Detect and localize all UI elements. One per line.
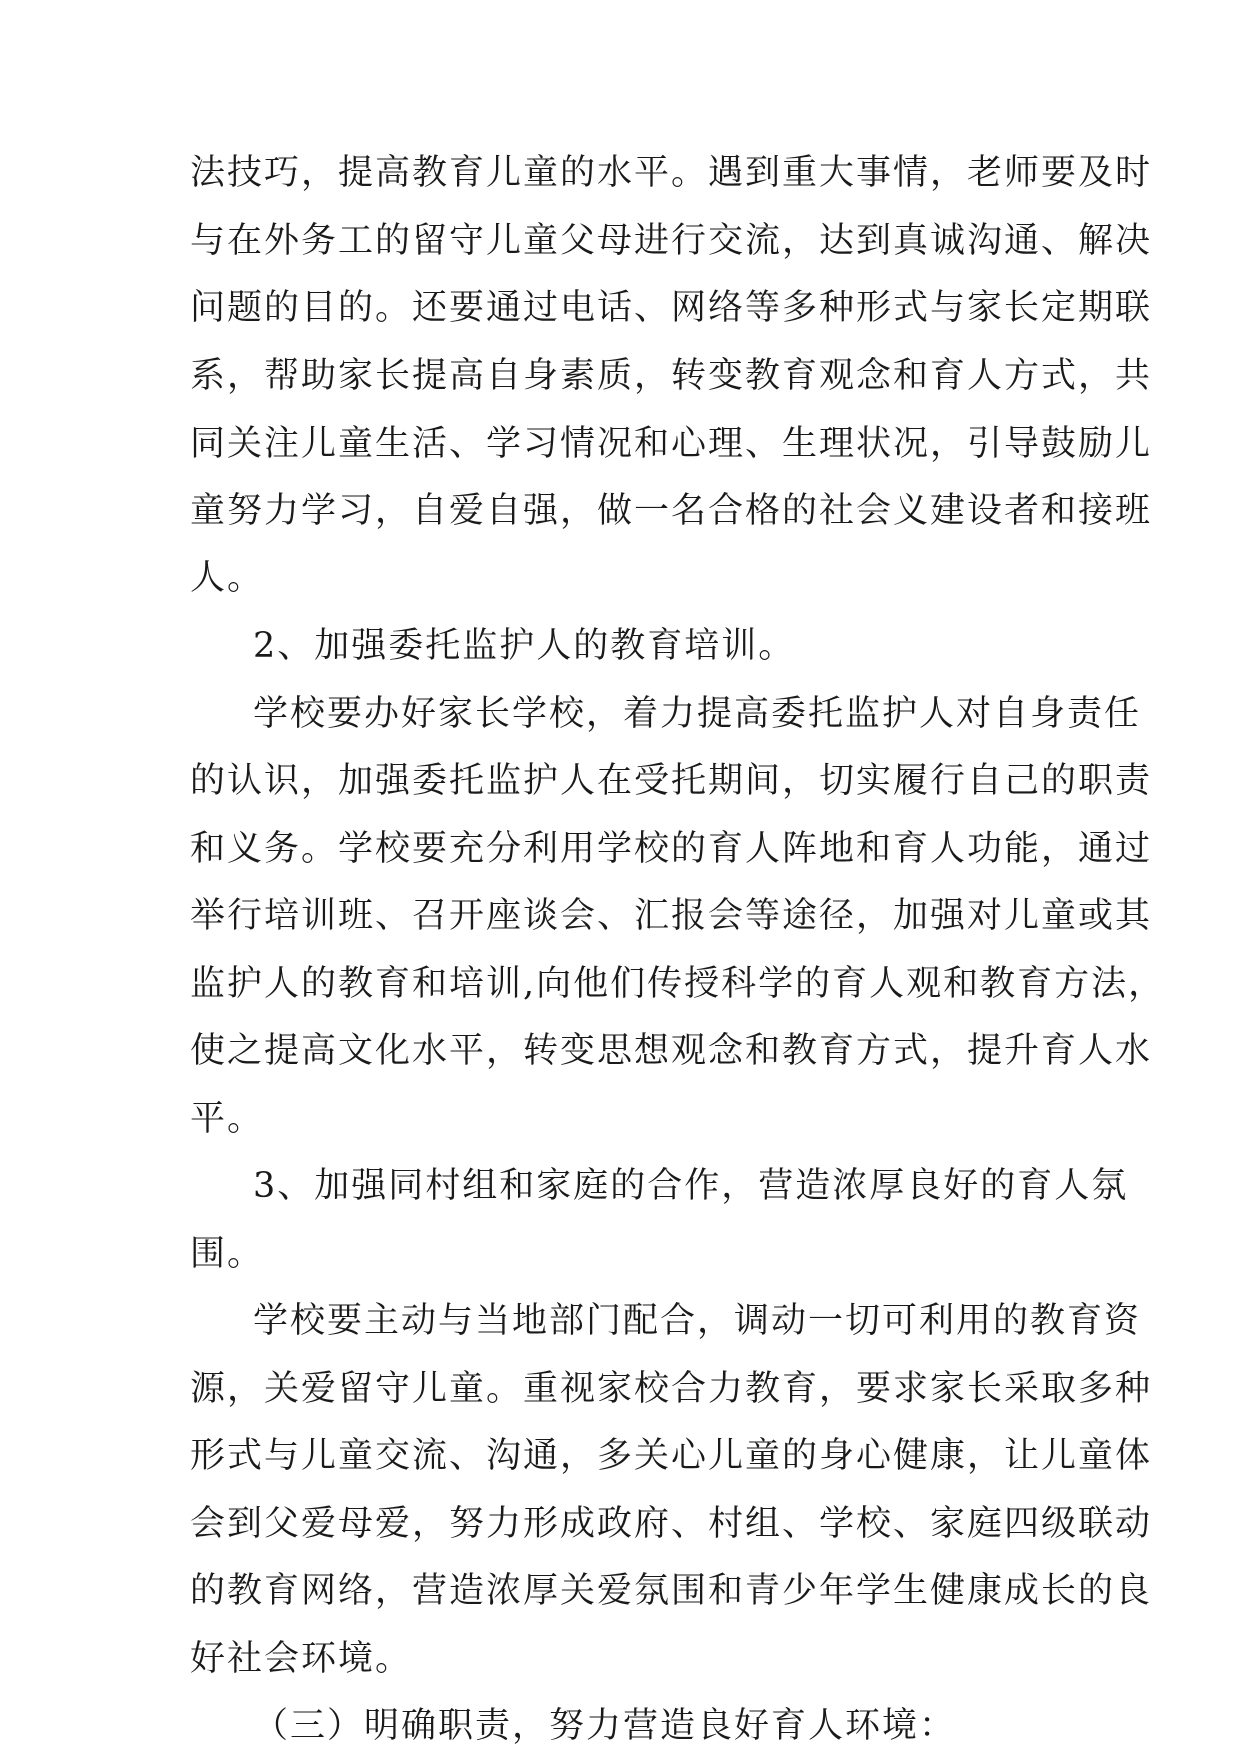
text-line: 形式与儿童交流、沟通，多关心儿童的身心健康，让儿童体 bbox=[190, 1436, 1153, 1476]
text-line: 学校要办好家长学校，着力提高委托监护人对自身责任 bbox=[253, 694, 1142, 734]
text-line: 同关注儿童生活、学习情况和心理、生理状况，引导鼓励儿 bbox=[190, 424, 1153, 464]
section-heading: 围。 bbox=[190, 1234, 265, 1274]
section-heading: （三）明确职责，努力营造良好育人环境： bbox=[253, 1706, 957, 1746]
section-heading: 2、加强委托监护人的教育培训。 bbox=[253, 626, 796, 666]
text-line: 源，关爱留守儿童。重视家校合力教育，要求家长采取多种 bbox=[190, 1369, 1153, 1409]
text-line: 与在外务工的留守儿童父母进行交流，达到真诚沟通、解决 bbox=[190, 221, 1153, 261]
text-line: 童努力学习，自爱自强，做一名合格的社会义建设者和接班 bbox=[190, 491, 1153, 531]
text-line: 人。 bbox=[190, 558, 265, 598]
text-line: 的教育网络，营造浓厚关爱氛围和青少年学生健康成长的良 bbox=[190, 1571, 1153, 1611]
text-line: 平。 bbox=[190, 1099, 265, 1139]
text-line: 学校要主动与当地部门配合，调动一切可利用的教育资 bbox=[253, 1301, 1142, 1341]
text-line: 监护人的教育和培训,向他们传授科学的育人观和教育方法， bbox=[190, 964, 1166, 1004]
text-line: 好社会环境。 bbox=[190, 1639, 413, 1679]
text-line: 使之提高文化水平，转变思想观念和教育方式，提升育人水 bbox=[190, 1031, 1153, 1071]
text-line: 法技巧，提高教育儿童的水平。遇到重大事情，老师要及时 bbox=[190, 153, 1153, 193]
text-line: 系，帮助家长提高自身素质，转变教育观念和育人方式，共 bbox=[190, 356, 1153, 396]
text-line: 和义务。学校要充分利用学校的育人阵地和育人功能，通过 bbox=[190, 829, 1153, 869]
text-line: 举行培训班、召开座谈会、汇报会等途径，加强对儿童或其 bbox=[190, 896, 1153, 936]
text-line: 问题的目的。还要通过电话、网络等多种形式与家长定期联 bbox=[190, 288, 1153, 328]
text-line: 的认识，加强委托监护人在受托期间，切实履行自己的职责 bbox=[190, 761, 1153, 801]
section-heading: 3、加强同村组和家庭的合作，营造浓厚良好的育人氛 bbox=[253, 1166, 1129, 1206]
text-line: 会到父爱母爱，努力形成政府、村组、学校、家庭四级联动 bbox=[190, 1504, 1153, 1544]
